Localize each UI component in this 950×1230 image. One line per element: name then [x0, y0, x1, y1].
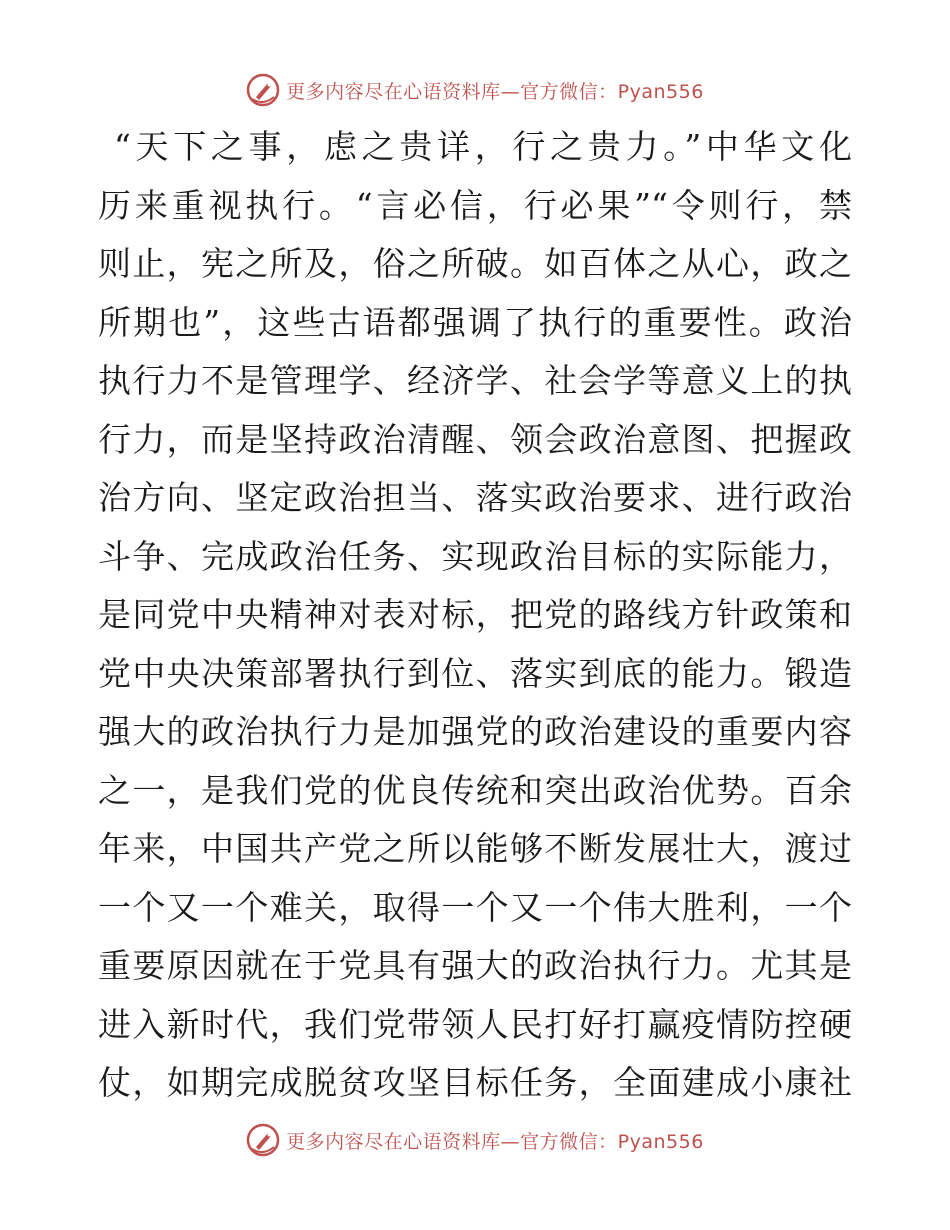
text-line: 历来重视执行。“言必信，行必果”“令则行，禁: [98, 185, 852, 225]
pen-nib-logo-icon: [246, 1123, 280, 1157]
footer-banner-text: 更多内容尽在心语资料库—官方微信：Pyan556: [286, 1130, 704, 1153]
text-line: 重要原因就在于党具有强大的政治执行力。尤其是: [98, 946, 852, 985]
header-banner-text: 更多内容尽在心语资料库—官方微信：Pyan556: [286, 80, 704, 103]
text-line: 则止，宪之所及，俗之所破。如百体之从心，政之: [98, 244, 852, 283]
text-line: 斗争、完成政治任务、实现政治目标的实际能力，: [98, 536, 852, 576]
text-line: 年来，中国共产党之所以能够不断发展壮大，渡过: [98, 829, 852, 868]
text-line: 治方向、坚定政治担当、落实政治要求、进行政治: [98, 478, 852, 517]
text-line: 强大的政治执行力是加强党的政治建设的重要内容: [98, 712, 852, 751]
text-line: 所期也”，这些古语都强调了执行的重要性。政治: [98, 302, 852, 342]
document-body: [98, 118, 852, 1113]
text-line: 进入新时代，我们党带领人民打好打赢疫情防控硬: [98, 1004, 852, 1044]
footer-banner: [0, 1120, 950, 1160]
text-line: 是同党中央精神对表对标，把党的路线方针政策和: [98, 595, 852, 634]
text-line: 党中央决策部署执行到位、落实到底的能力。锻造: [98, 653, 852, 693]
pen-nib-logo-icon: [246, 73, 280, 107]
text-line: 执行力不是管理学、经济学、社会学等意义上的执: [98, 361, 852, 400]
text-line: 一个又一个难关，取得一个又一个伟大胜利，一个: [98, 887, 852, 927]
text-line: “天下之事，虑之贵详，行之贵力。”中华文化: [114, 127, 852, 166]
text-line: 行力，而是坚持政治清醒、领会政治意图、把握政: [98, 419, 852, 459]
text-line: 仗，如期完成脱贫攻坚目标任务，全面建成小康社: [98, 1063, 852, 1102]
header-banner: [0, 70, 950, 110]
text-line: 之一，是我们党的优良传统和突出政治优势。百余: [98, 770, 852, 810]
